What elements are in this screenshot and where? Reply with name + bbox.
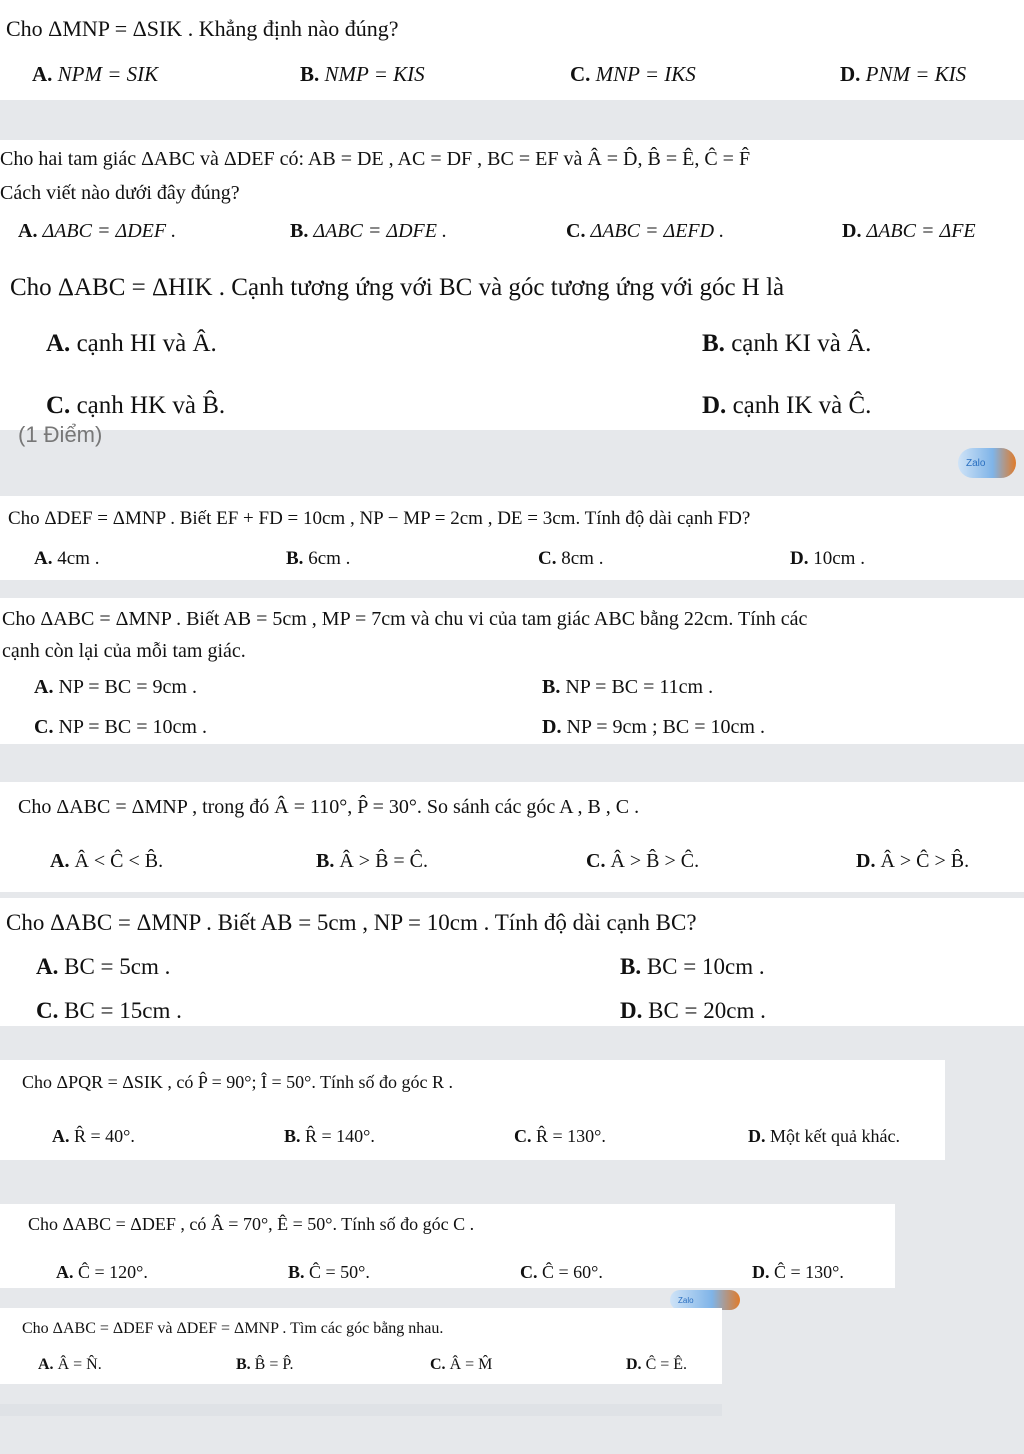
question-stem: Cho ΔABC = ΔDEF , có Â = 70°, Ê = 50°. Tính số đo góc C . [28, 1214, 475, 1234]
option-c[interactable]: C. Â > B̂ > Ĉ. [586, 850, 700, 872]
question-1 [0, 0, 1024, 100]
question-10 [0, 1308, 722, 1384]
option-a[interactable]: A. cạnh HI và Â. [46, 330, 217, 357]
option-a[interactable]: A. BC = 5cm . [36, 954, 171, 979]
option-a[interactable]: A. R̂ = 40°. [52, 1126, 135, 1146]
option-a[interactable]: A. Â = N̂. [38, 1356, 102, 1373]
option-a[interactable]: A. ΔABC = ΔDEF . [18, 220, 177, 242]
option-c[interactable]: C. cạnh HK và B̂. [46, 392, 226, 419]
option-b[interactable]: B. ΔABC = ΔDFE . [290, 220, 447, 242]
question-stem: Cho ΔABC = ΔMNP . Biết AB = 5cm , NP = 10cm . Tính độ dài cạnh BC? [6, 910, 697, 935]
zalo-watermark-icon: Zalo [958, 448, 1016, 478]
option-c[interactable]: C. NP = BC = 10cm . [34, 716, 207, 738]
option-d[interactable]: D. 10cm . [790, 548, 865, 569]
option-a[interactable]: A. NP = BC = 9cm . [34, 676, 197, 698]
option-c[interactable]: C. ΔABC = ΔEFD . [566, 220, 725, 242]
option-b[interactable]: B. NMP = KIS [300, 62, 425, 86]
option-b[interactable]: B. BC = 10cm . [620, 954, 765, 979]
question-stem: Cho ΔDEF = ΔMNP . Biết EF + FD = 10cm , NP − MP = 2cm , DE = 3cm. Tính độ dài cạnh FD? [8, 508, 751, 529]
option-d[interactable]: D. PNM = KIS [840, 62, 967, 86]
question-stem-line2: cạnh còn lại của mỗi tam giác. [2, 640, 246, 662]
option-d[interactable]: D. ΔABC = ΔFE [842, 220, 976, 242]
question-stem: Cho ΔPQR = ΔSIK , có P̂ = 90°; Î = 50°. Tính số đo góc R . [22, 1072, 454, 1092]
option-d[interactable]: D. cạnh IK và Ĉ. [702, 392, 872, 419]
option-b[interactable]: B. Â > B̂ = Ĉ. [316, 850, 429, 872]
option-b[interactable]: B. NP = BC = 11cm . [542, 676, 714, 698]
option-d[interactable]: D. Ĉ = Ê. [626, 1356, 688, 1373]
question-4 [0, 496, 1024, 580]
option-d[interactable]: D. BC = 20cm . [620, 998, 766, 1023]
question-stem: Cho hai tam giác ΔABC và ΔDEF có: AB = DE , AC = DF , BC = EF và Â = D̂, B̂ = Ê, Ĉ = F̂ [0, 148, 751, 170]
option-d[interactable]: D. Một kết quả khác. [748, 1126, 900, 1146]
bottom-divider [0, 1404, 722, 1416]
option-c[interactable]: C. MNP = IKS [570, 62, 696, 86]
option-a[interactable]: A. 4cm . [34, 548, 100, 569]
question-9 [0, 1204, 895, 1288]
option-c[interactable]: C. 8cm . [538, 548, 604, 569]
question-6 [0, 782, 1024, 892]
option-d[interactable]: D. Â > Ĉ > B̂. [856, 850, 970, 872]
option-c[interactable]: C. Â = M̂ [430, 1356, 493, 1373]
question-stem: Cho ΔABC = ΔDEF và ΔDEF = ΔMNP . Tìm các góc bằng nhau. [22, 1320, 444, 1337]
option-c[interactable]: C. R̂ = 130°. [514, 1126, 606, 1146]
option-d[interactable]: D. Ĉ = 130°. [752, 1262, 844, 1282]
question-stem: Cho ΔMNP = ΔSIK . Khẳng định nào đúng? [6, 16, 399, 41]
zalo-watermark-icon: Zalo [670, 1290, 740, 1310]
question-8 [0, 1060, 945, 1160]
question-stem-line2: Cách viết nào dưới đây đúng? [0, 182, 240, 204]
option-a[interactable]: A. NPM = SIK [32, 62, 159, 86]
option-b[interactable]: B. R̂ = 140°. [284, 1126, 375, 1146]
option-b[interactable]: B. Ĉ = 50°. [288, 1262, 370, 1282]
question-stem: Cho ΔABC = ΔMNP , trong đó Â = 110°, P̂ = 30°. So sánh các góc A , B , C . [18, 796, 640, 818]
option-a[interactable]: A. Ĉ = 120°. [56, 1262, 148, 1282]
option-d[interactable]: D. NP = 9cm ; BC = 10cm . [542, 716, 765, 738]
question-5 [0, 598, 1024, 744]
question-stem: Cho ΔABC = ΔMNP . Biết AB = 5cm , MP = 7cm và chu vi của tam giác ABC bằng 22cm. Tính các [2, 608, 808, 630]
question-stem: Cho ΔABC = ΔHIK . Cạnh tương ứng với BC và góc tương ứng với góc H là [10, 274, 785, 301]
option-b[interactable]: B. B̂ = P̂. [236, 1356, 294, 1373]
points-label: (1 Điểm) [18, 422, 103, 447]
option-b[interactable]: B. cạnh KI và Â. [702, 330, 872, 357]
option-a[interactable]: A. Â < Ĉ < B̂. [50, 850, 164, 872]
question-7 [0, 898, 1024, 1026]
question-2 [0, 140, 1024, 270]
option-c[interactable]: C. BC = 15cm . [36, 998, 182, 1023]
question-3 [0, 270, 1024, 430]
option-c[interactable]: C. Ĉ = 60°. [520, 1262, 603, 1282]
option-b[interactable]: B. 6cm . [286, 548, 351, 569]
